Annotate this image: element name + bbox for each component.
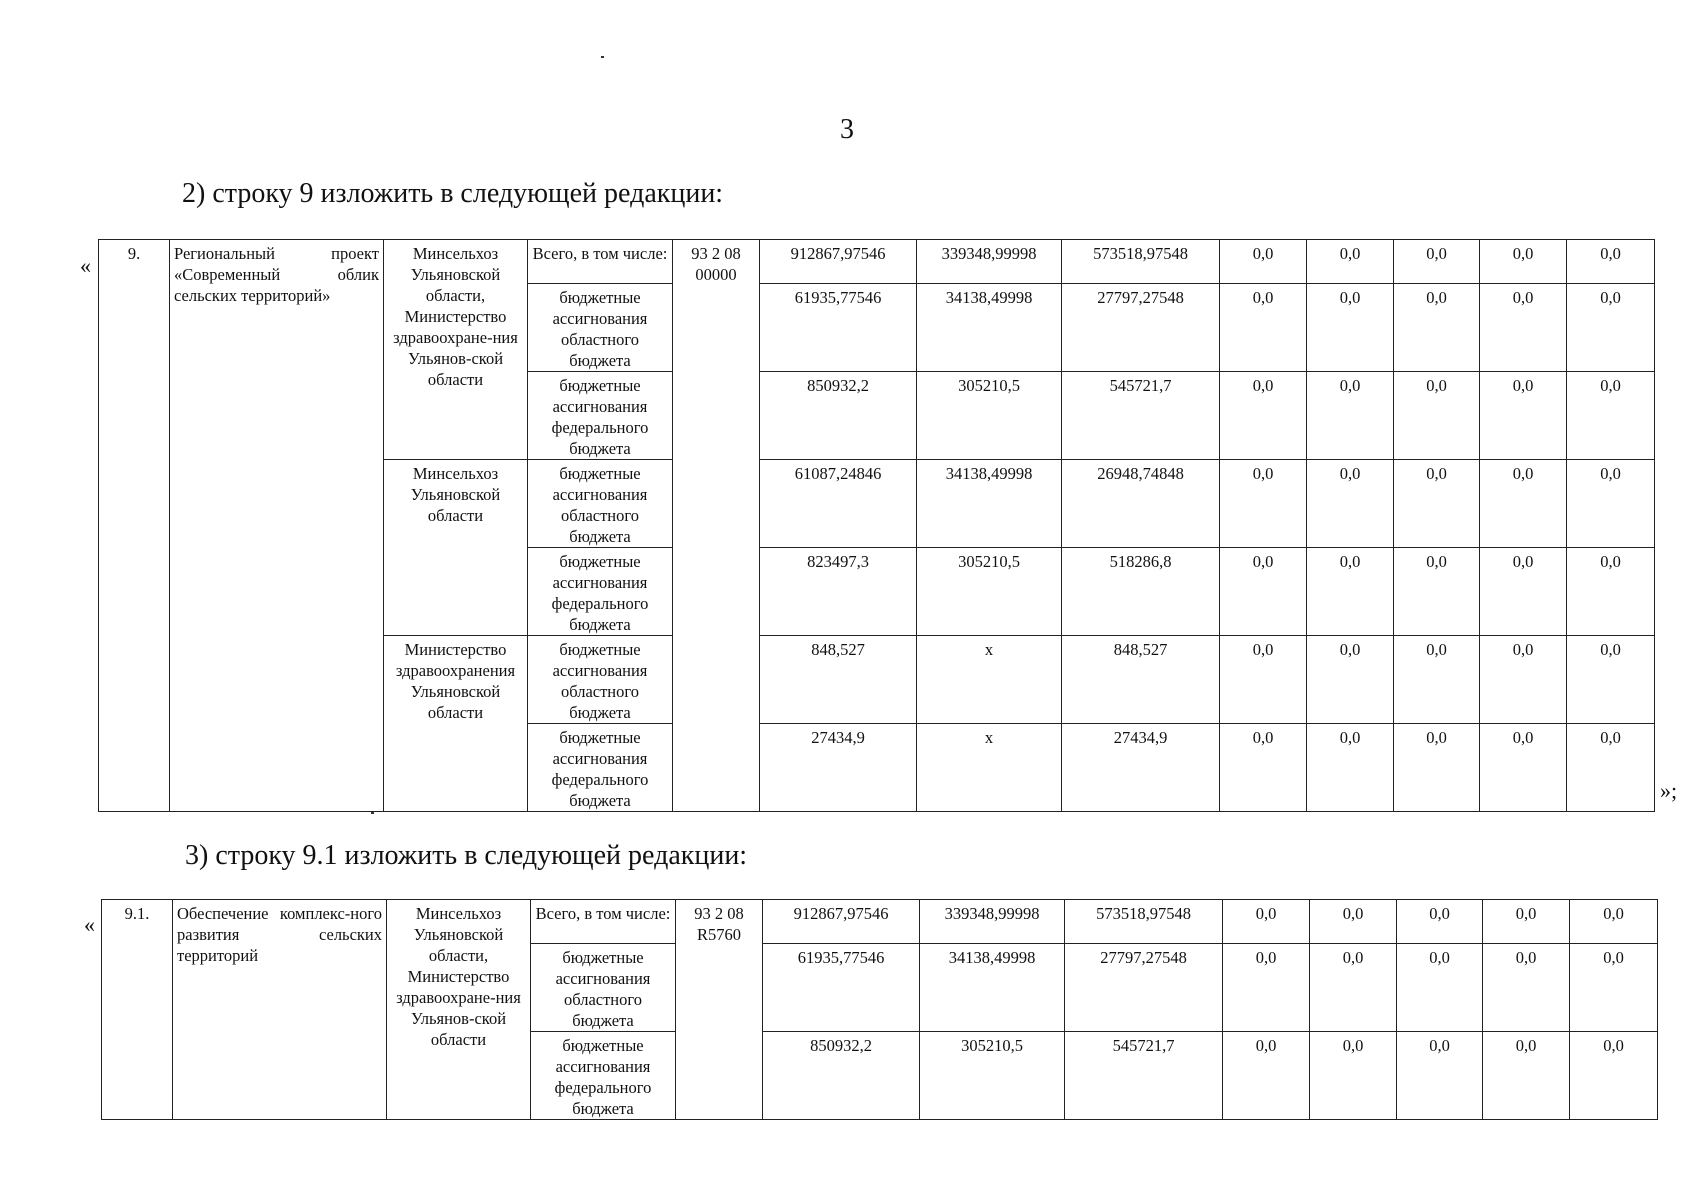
executor-cell: Минсельхоз Ульяновской области, Министерство здравоохране-ния Ульянов-ской области	[387, 900, 531, 1120]
value-cell: 0,0	[1567, 724, 1655, 812]
value-cell: 850932,2	[763, 1032, 920, 1120]
value-cell: 0,0	[1480, 460, 1567, 548]
table-row	[99, 240, 1655, 284]
value-cell: 0,0	[1567, 636, 1655, 724]
value-cell: 0,0	[1483, 900, 1570, 944]
value-cell: 0,0	[1310, 900, 1397, 944]
executor-cell: Минсельхоз Ульяновской области, Министерство здравоохране-ния Ульянов-ской области	[384, 240, 528, 460]
value-cell: 848,527	[760, 636, 917, 724]
value-cell: 0,0	[1307, 284, 1394, 372]
value-cell: 0,0	[1220, 636, 1307, 724]
value-cell: 848,527	[1062, 636, 1220, 724]
table-row	[102, 900, 1658, 944]
funding-source-cell: бюджетные ассигнования федерального бюджета	[528, 548, 673, 636]
section-3-heading: 3) строку 9.1 изложить в следующей редакции:	[185, 840, 748, 871]
value-cell: 545721,7	[1062, 372, 1220, 460]
section-2-open-quote: «	[80, 253, 91, 278]
value-cell: 305210,5	[920, 1032, 1065, 1120]
value-cell: 0,0	[1394, 724, 1480, 812]
value-cell: х	[917, 724, 1062, 812]
value-cell: 0,0	[1483, 944, 1570, 1032]
section-2-table	[98, 239, 1655, 812]
value-cell: 27797,27548	[1062, 284, 1220, 372]
value-cell: 0,0	[1394, 636, 1480, 724]
value-cell: 61935,77546	[760, 284, 917, 372]
executor-cell: Минсельхоз Ульяновской области	[384, 460, 528, 636]
value-cell: 518286,8	[1062, 548, 1220, 636]
value-cell: 0,0	[1394, 240, 1480, 284]
value-cell: 0,0	[1397, 900, 1483, 944]
section-3-open-quote: «	[84, 912, 95, 937]
value-cell: 0,0	[1223, 1032, 1310, 1120]
value-cell: 0,0	[1220, 548, 1307, 636]
funding-source-cell: бюджетные ассигнования областного бюджета	[528, 284, 673, 372]
value-cell: 0,0	[1480, 372, 1567, 460]
value-cell: х	[917, 636, 1062, 724]
value-cell: 0,0	[1570, 1032, 1658, 1120]
value-cell: 0,0	[1394, 548, 1480, 636]
value-cell: 0,0	[1310, 1032, 1397, 1120]
value-cell: 27797,27548	[1065, 944, 1223, 1032]
value-cell: 27434,9	[1062, 724, 1220, 812]
value-cell: 545721,7	[1065, 1032, 1223, 1120]
funding-source-cell: бюджетные ассигнования областного бюджета	[528, 460, 673, 548]
value-cell: 0,0	[1307, 636, 1394, 724]
funding-source-cell: бюджетные ассигнования федерального бюджета	[528, 724, 673, 812]
value-cell: 0,0	[1480, 636, 1567, 724]
value-cell: 34138,49998	[920, 944, 1065, 1032]
value-cell: 61935,77546	[763, 944, 920, 1032]
value-cell: 339348,99998	[917, 240, 1062, 284]
value-cell: 0,0	[1567, 240, 1655, 284]
value-cell: 0,0	[1307, 372, 1394, 460]
value-cell: 0,0	[1483, 1032, 1570, 1120]
value-cell: 0,0	[1567, 284, 1655, 372]
value-cell: 0,0	[1570, 944, 1658, 1032]
value-cell: 0,0	[1223, 944, 1310, 1032]
value-cell: 61087,24846	[760, 460, 917, 548]
budget-code-cell: 93 2 08 R5760	[676, 900, 763, 1120]
page-number: 3	[840, 114, 854, 145]
value-cell: 0,0	[1307, 240, 1394, 284]
value-cell: 305210,5	[917, 372, 1062, 460]
value-cell: 0,0	[1220, 724, 1307, 812]
value-cell: 0,0	[1480, 724, 1567, 812]
value-cell: 573518,97548	[1062, 240, 1220, 284]
scan-speck	[601, 56, 604, 58]
value-cell: 0,0	[1567, 548, 1655, 636]
value-cell: 0,0	[1567, 460, 1655, 548]
value-cell: 850932,2	[760, 372, 917, 460]
value-cell: 339348,99998	[920, 900, 1065, 944]
value-cell: 26948,74848	[1062, 460, 1220, 548]
section-3-table	[101, 899, 1658, 1120]
value-cell: 0,0	[1307, 548, 1394, 636]
value-cell: 27434,9	[760, 724, 917, 812]
value-cell: 0,0	[1220, 460, 1307, 548]
value-cell: 34138,49998	[917, 284, 1062, 372]
executor-cell: Министерство здравоохранения Ульяновской области	[384, 636, 528, 812]
value-cell: 0,0	[1480, 548, 1567, 636]
value-cell: 0,0	[1310, 944, 1397, 1032]
value-cell: 0,0	[1220, 284, 1307, 372]
scan-speck	[371, 812, 374, 814]
funding-source-cell: Всего, в том числе:	[528, 240, 673, 284]
value-cell: 34138,49998	[917, 460, 1062, 548]
value-cell: 305210,5	[917, 548, 1062, 636]
value-cell: 912867,97546	[760, 240, 917, 284]
funding-source-cell: бюджетные ассигнования федерального бюджета	[531, 1032, 676, 1120]
value-cell: 0,0	[1397, 1032, 1483, 1120]
value-cell: 0,0	[1480, 284, 1567, 372]
value-cell: 0,0	[1397, 944, 1483, 1032]
budget-code-cell: 93 2 08 00000	[673, 240, 760, 812]
row-number-cell: 9.1.	[102, 900, 173, 1120]
value-cell: 0,0	[1480, 240, 1567, 284]
section-2-close-quote: »;	[1660, 778, 1678, 803]
value-cell: 0,0	[1220, 240, 1307, 284]
value-cell: 0,0	[1307, 460, 1394, 548]
funding-source-cell: бюджетные ассигнования областного бюджета	[531, 944, 676, 1032]
value-cell: 0,0	[1220, 372, 1307, 460]
section-2-heading: 2) строку 9 изложить в следующей редакции:	[182, 178, 724, 209]
value-cell: 912867,97546	[763, 900, 920, 944]
project-name-cell: Обеспечение комплекс-ного развития сельских территорий	[173, 900, 387, 1120]
value-cell: 0,0	[1307, 724, 1394, 812]
value-cell: 0,0	[1394, 460, 1480, 548]
value-cell: 823497,3	[760, 548, 917, 636]
funding-source-cell: Всего, в том числе:	[531, 900, 676, 944]
project-name-cell: Региональный проект «Современный облик сельских территорий»	[170, 240, 384, 812]
value-cell: 0,0	[1223, 900, 1310, 944]
value-cell: 0,0	[1394, 284, 1480, 372]
value-cell: 0,0	[1570, 900, 1658, 944]
value-cell: 0,0	[1567, 372, 1655, 460]
funding-source-cell: бюджетные ассигнования областного бюджета	[528, 636, 673, 724]
value-cell: 573518,97548	[1065, 900, 1223, 944]
funding-source-cell: бюджетные ассигнования федерального бюджета	[528, 372, 673, 460]
row-number-cell: 9.	[99, 240, 170, 812]
value-cell: 0,0	[1394, 372, 1480, 460]
